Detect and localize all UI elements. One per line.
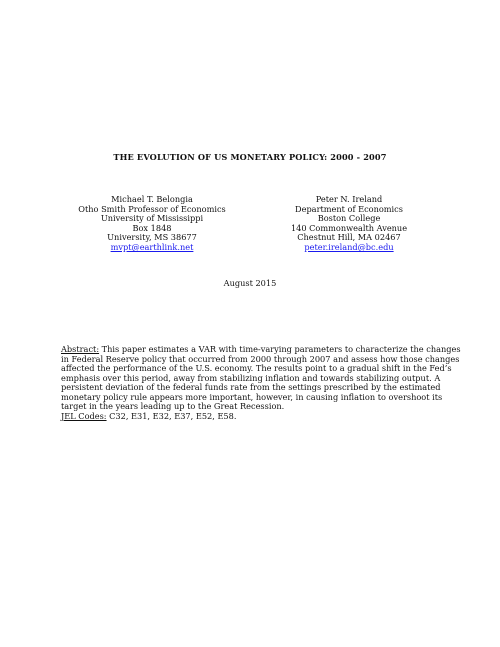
abstract-label: Abstract:: [61, 344, 100, 354]
author-affiliation: Boston College: [317, 213, 381, 224]
paper-date: August 2015: [223, 278, 277, 288]
jel-codes-line: [61, 412, 236, 422]
abstract-line: monetary policy rule appears more important, however, in causing inflation to overshoot its: [61, 391, 443, 402]
author-block-belongia: [62, 195, 242, 253]
author-affiliation: University of Mississippi: [100, 213, 204, 224]
author-address-line2: University, MS 38677: [107, 232, 197, 243]
author-name: Michael T. Belongia: [111, 194, 193, 204]
abstract-line: persistent deviation of the federal funds rate from the settings prescribed by the estimated: [61, 382, 441, 393]
jel-codes: C32, E31, E32, E37, E52, E58.: [106, 411, 237, 421]
author-position: Department of Economics: [295, 203, 403, 214]
author-name: Peter N. Ireland: [315, 194, 383, 204]
author-address-line2: Chestnut Hill, MA 02467: [297, 232, 401, 243]
author-email-link[interactable]: mvpt@earthlink.net: [110, 241, 194, 252]
abstract-line: in Federal Reserve policy that occurred from 2000 through 2007 and assess how those changes: [61, 353, 460, 364]
paper-title: THE EVOLUTION OF US MONETARY POLICY: 2000 - 2007: [113, 152, 387, 162]
author-block-ireland: [259, 195, 439, 253]
abstract-paragraph: [61, 344, 461, 412]
abstract-line: affected the performance of the U.S. economy. The results point to a gradual shift in the Fed’s: [61, 363, 452, 374]
abstract-text: This paper estimates a VAR with time-varying parameters to characterize the changes: [99, 344, 461, 354]
abstract-line: target in the years leading up to the Great Recession.: [61, 401, 285, 412]
author-position: Otho Smith Professor of Economics: [78, 203, 226, 214]
author-address-line1: Box 1848: [132, 222, 172, 233]
jel-label: JEL Codes:: [61, 411, 107, 421]
abstract-line: emphasis over this period, away from stabilizing inflation and towards stabilizing output. A: [61, 372, 441, 383]
author-email-link[interactable]: peter.ireland@bc.edu: [304, 241, 394, 252]
author-address-line1: 140 Commonwealth Avenue: [290, 222, 408, 233]
